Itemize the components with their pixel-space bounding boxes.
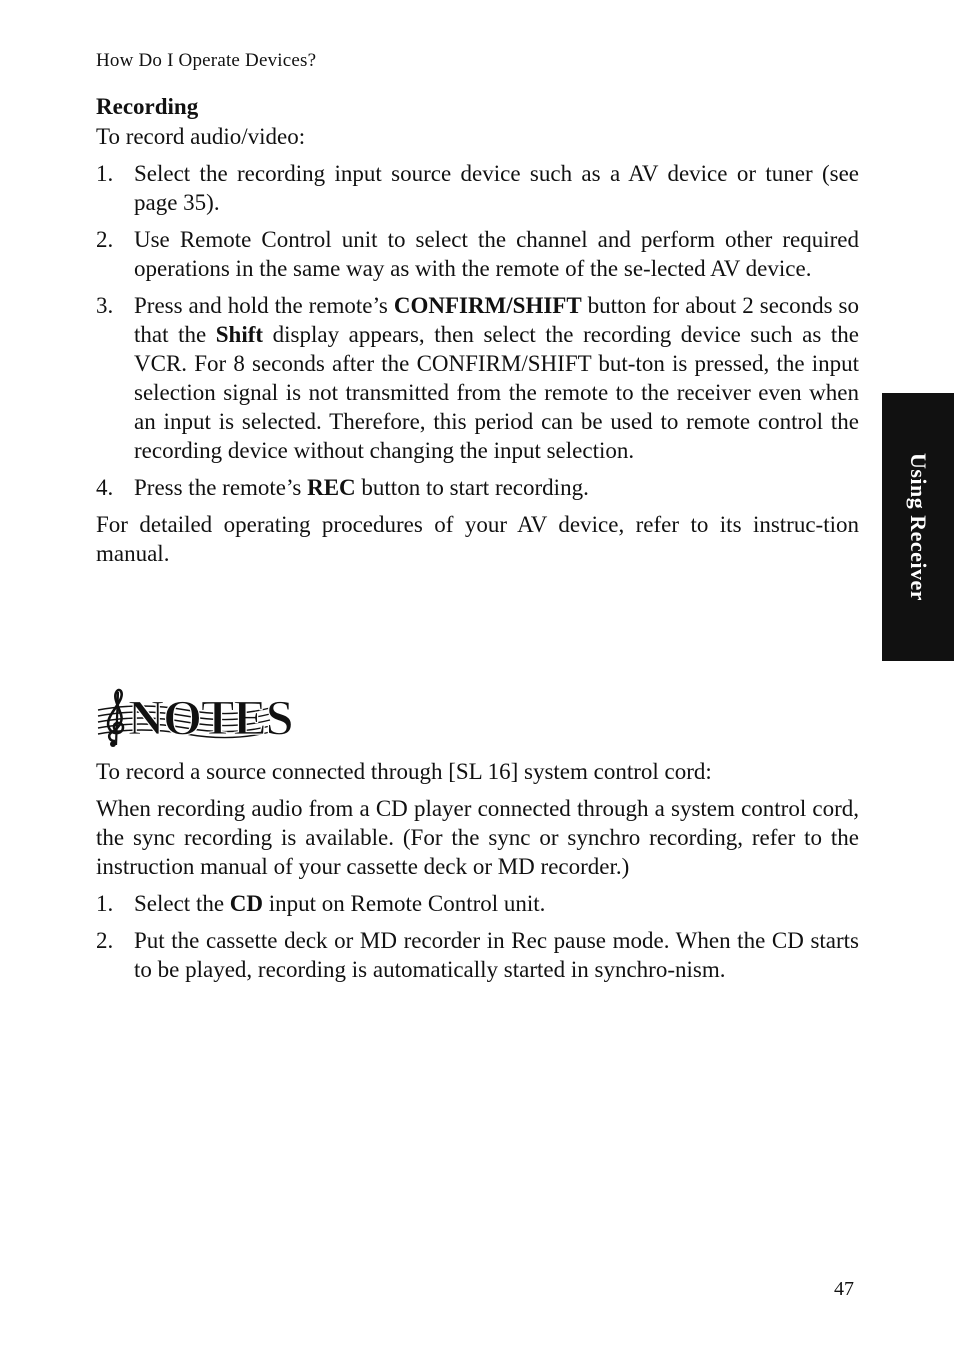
list-item — [96, 889, 859, 918]
list-item-text — [134, 928, 859, 982]
notes-steps — [96, 889, 859, 984]
list-item-text — [134, 227, 859, 281]
text-run: button to start recording. — [355, 475, 589, 500]
text-run: display appears, then select the recording device such as the VCR. For 8 seconds after the CONFIRM/SHIFT but-ton is pressed, the input selection signal is not transmitted from the remote to the receiver even when an input is selected. Therefore, this period can be used to remote control the recording device without changing the input selection. — [134, 322, 859, 463]
list-item — [96, 291, 859, 465]
list-item-number: 2. — [96, 928, 114, 953]
list-item-number: 1. — [96, 161, 114, 186]
notes-logo-icon — [96, 683, 293, 749]
text-run: Press and hold the remote’s — [134, 293, 394, 318]
list-item-number: 4. — [96, 475, 114, 500]
recording-section — [96, 92, 859, 568]
page-number: 47 — [834, 1278, 854, 1300]
bold-term: CD — [229, 891, 264, 916]
recording-steps — [96, 159, 859, 502]
text-run: Put the cassette deck or MD recorder in Rec pause mode. When the CD starts to be played, recording is automatically started in synchro-nism. — [134, 928, 859, 982]
list-item-text — [134, 475, 589, 500]
section-heading: Recording — [96, 94, 199, 119]
running-head: How Do I Operate Devices? — [96, 50, 317, 71]
bold-term: CONFIRM/SHIFT — [393, 293, 582, 318]
text-run: Press the remote’s — [134, 475, 308, 500]
list-item — [96, 225, 859, 283]
list-item-text — [134, 161, 859, 215]
notes-section — [96, 757, 859, 992]
bold-term: Shift — [215, 322, 264, 347]
list-item — [96, 926, 859, 984]
text-run: button for about 2 seconds so that the — [134, 293, 859, 347]
text-run: Select the — [134, 891, 230, 916]
list-item-number: 1. — [96, 891, 114, 916]
section-outro: For detailed operating procedures of your AV device, refer to its instruc-tion manual. — [96, 512, 859, 566]
list-item-number: 3. — [96, 293, 114, 318]
text-run: Select the recording input source device such as a AV device or tuner (see page 35). — [134, 161, 859, 215]
text-run: input on Remote Control unit. — [263, 891, 546, 916]
notes-logo-text: NOTES — [128, 689, 293, 745]
notes-lead: To record a source connected through [SL 16] system control cord: — [96, 759, 712, 784]
side-tab-label: Using Receiver — [906, 452, 931, 602]
bold-term: REC — [307, 475, 356, 500]
list-item — [96, 473, 859, 502]
list-item — [96, 159, 859, 217]
list-item-text — [134, 891, 545, 916]
list-item-text — [134, 293, 859, 463]
notes-paragraph: When recording audio from a CD player connected through a system control cord, the sync recording is available. (For the sync or synchro recording, refer to the instruction manual of your cassette deck or MD recorder.) — [96, 796, 859, 879]
text-run: Use Remote Control unit to select the channel and perform other required operations in the same way as with the remote of the se-lected AV device. — [134, 227, 859, 281]
section-intro: To record audio/video: — [96, 124, 306, 149]
side-tab — [882, 393, 954, 661]
list-item-number: 2. — [96, 227, 114, 252]
